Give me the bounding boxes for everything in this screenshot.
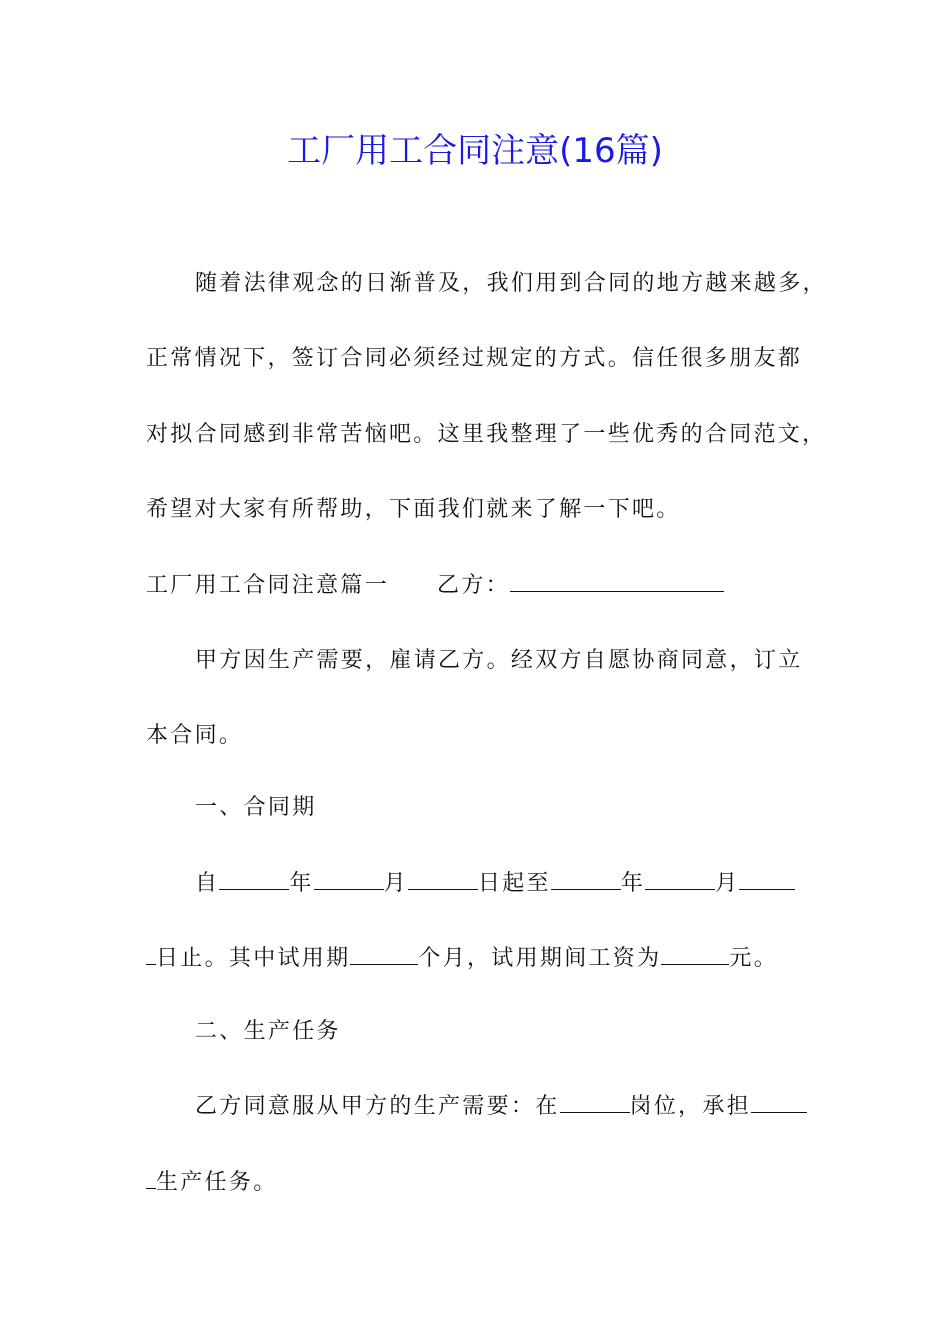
clause1-text: 年 bbox=[289, 871, 314, 896]
blank-day-start bbox=[408, 867, 478, 890]
blank-trial-months bbox=[350, 942, 418, 965]
clause1-text: 月 bbox=[715, 871, 740, 896]
intro-line-4: 希望对大家有所帮助，下面我们就来了解一下吧。 bbox=[146, 497, 681, 522]
intro-line-1: 随着法律观念的日渐普及，我们用到合同的地方越来越多， bbox=[195, 271, 827, 296]
clause2-line-1 bbox=[195, 1087, 875, 1127]
clause2-text: 生产任务。 bbox=[156, 1170, 278, 1195]
clause1-text: 个月，试用期间工资为 bbox=[418, 946, 662, 971]
clause1-line-2 bbox=[146, 939, 826, 979]
clause1-line-1 bbox=[195, 864, 875, 904]
clause1-text: 月 bbox=[383, 871, 408, 896]
blank-day-end-cont bbox=[146, 942, 156, 965]
party-b-blank bbox=[510, 569, 724, 592]
clause1-text: 日起至 bbox=[477, 871, 551, 896]
party-b-label: 乙方： bbox=[437, 573, 510, 598]
intro-line-2: 正常情况下，签订合同必须经过规定的方式。信任很多朋友都 bbox=[146, 346, 803, 371]
blank-post bbox=[560, 1090, 630, 1113]
blank-year-start bbox=[219, 867, 289, 890]
section-heading: 工厂用工合同注意篇一 bbox=[146, 573, 390, 598]
blank-month-end bbox=[645, 867, 715, 890]
document-title: 工厂用工合同注意(16篇) bbox=[287, 131, 663, 171]
clause1-text: 年 bbox=[620, 871, 646, 896]
blank-task bbox=[751, 1090, 807, 1113]
clause2-text: 岗位，承担 bbox=[629, 1094, 752, 1119]
para1-line-1: 甲方因生产需要，雇请乙方。经双方自愿协商同意，订立 bbox=[195, 648, 803, 673]
clause1-text: 自 bbox=[195, 871, 220, 896]
clause2-heading: 二、生产任务 bbox=[195, 1019, 341, 1044]
clause1-text: 元。 bbox=[729, 946, 779, 971]
blank-day-end bbox=[739, 867, 795, 890]
section-heading-row bbox=[146, 566, 826, 606]
clause2-text: 乙方同意服从甲方的生产需要：在 bbox=[195, 1094, 560, 1119]
clause1-text: 日止。其中试用期 bbox=[156, 946, 351, 971]
intro-line-3: 对拟合同感到非常苦恼吧。这里我整理了一些优秀的合同范文， bbox=[146, 422, 827, 447]
clause1-heading: 一、合同期 bbox=[195, 795, 317, 820]
blank-month-start bbox=[314, 867, 384, 890]
blank-trial-wage bbox=[661, 942, 729, 965]
para1-line-2: 本合同。 bbox=[146, 723, 244, 748]
blank-task-cont bbox=[146, 1166, 156, 1189]
blank-year-end bbox=[551, 867, 621, 890]
clause2-line-2 bbox=[146, 1163, 826, 1203]
